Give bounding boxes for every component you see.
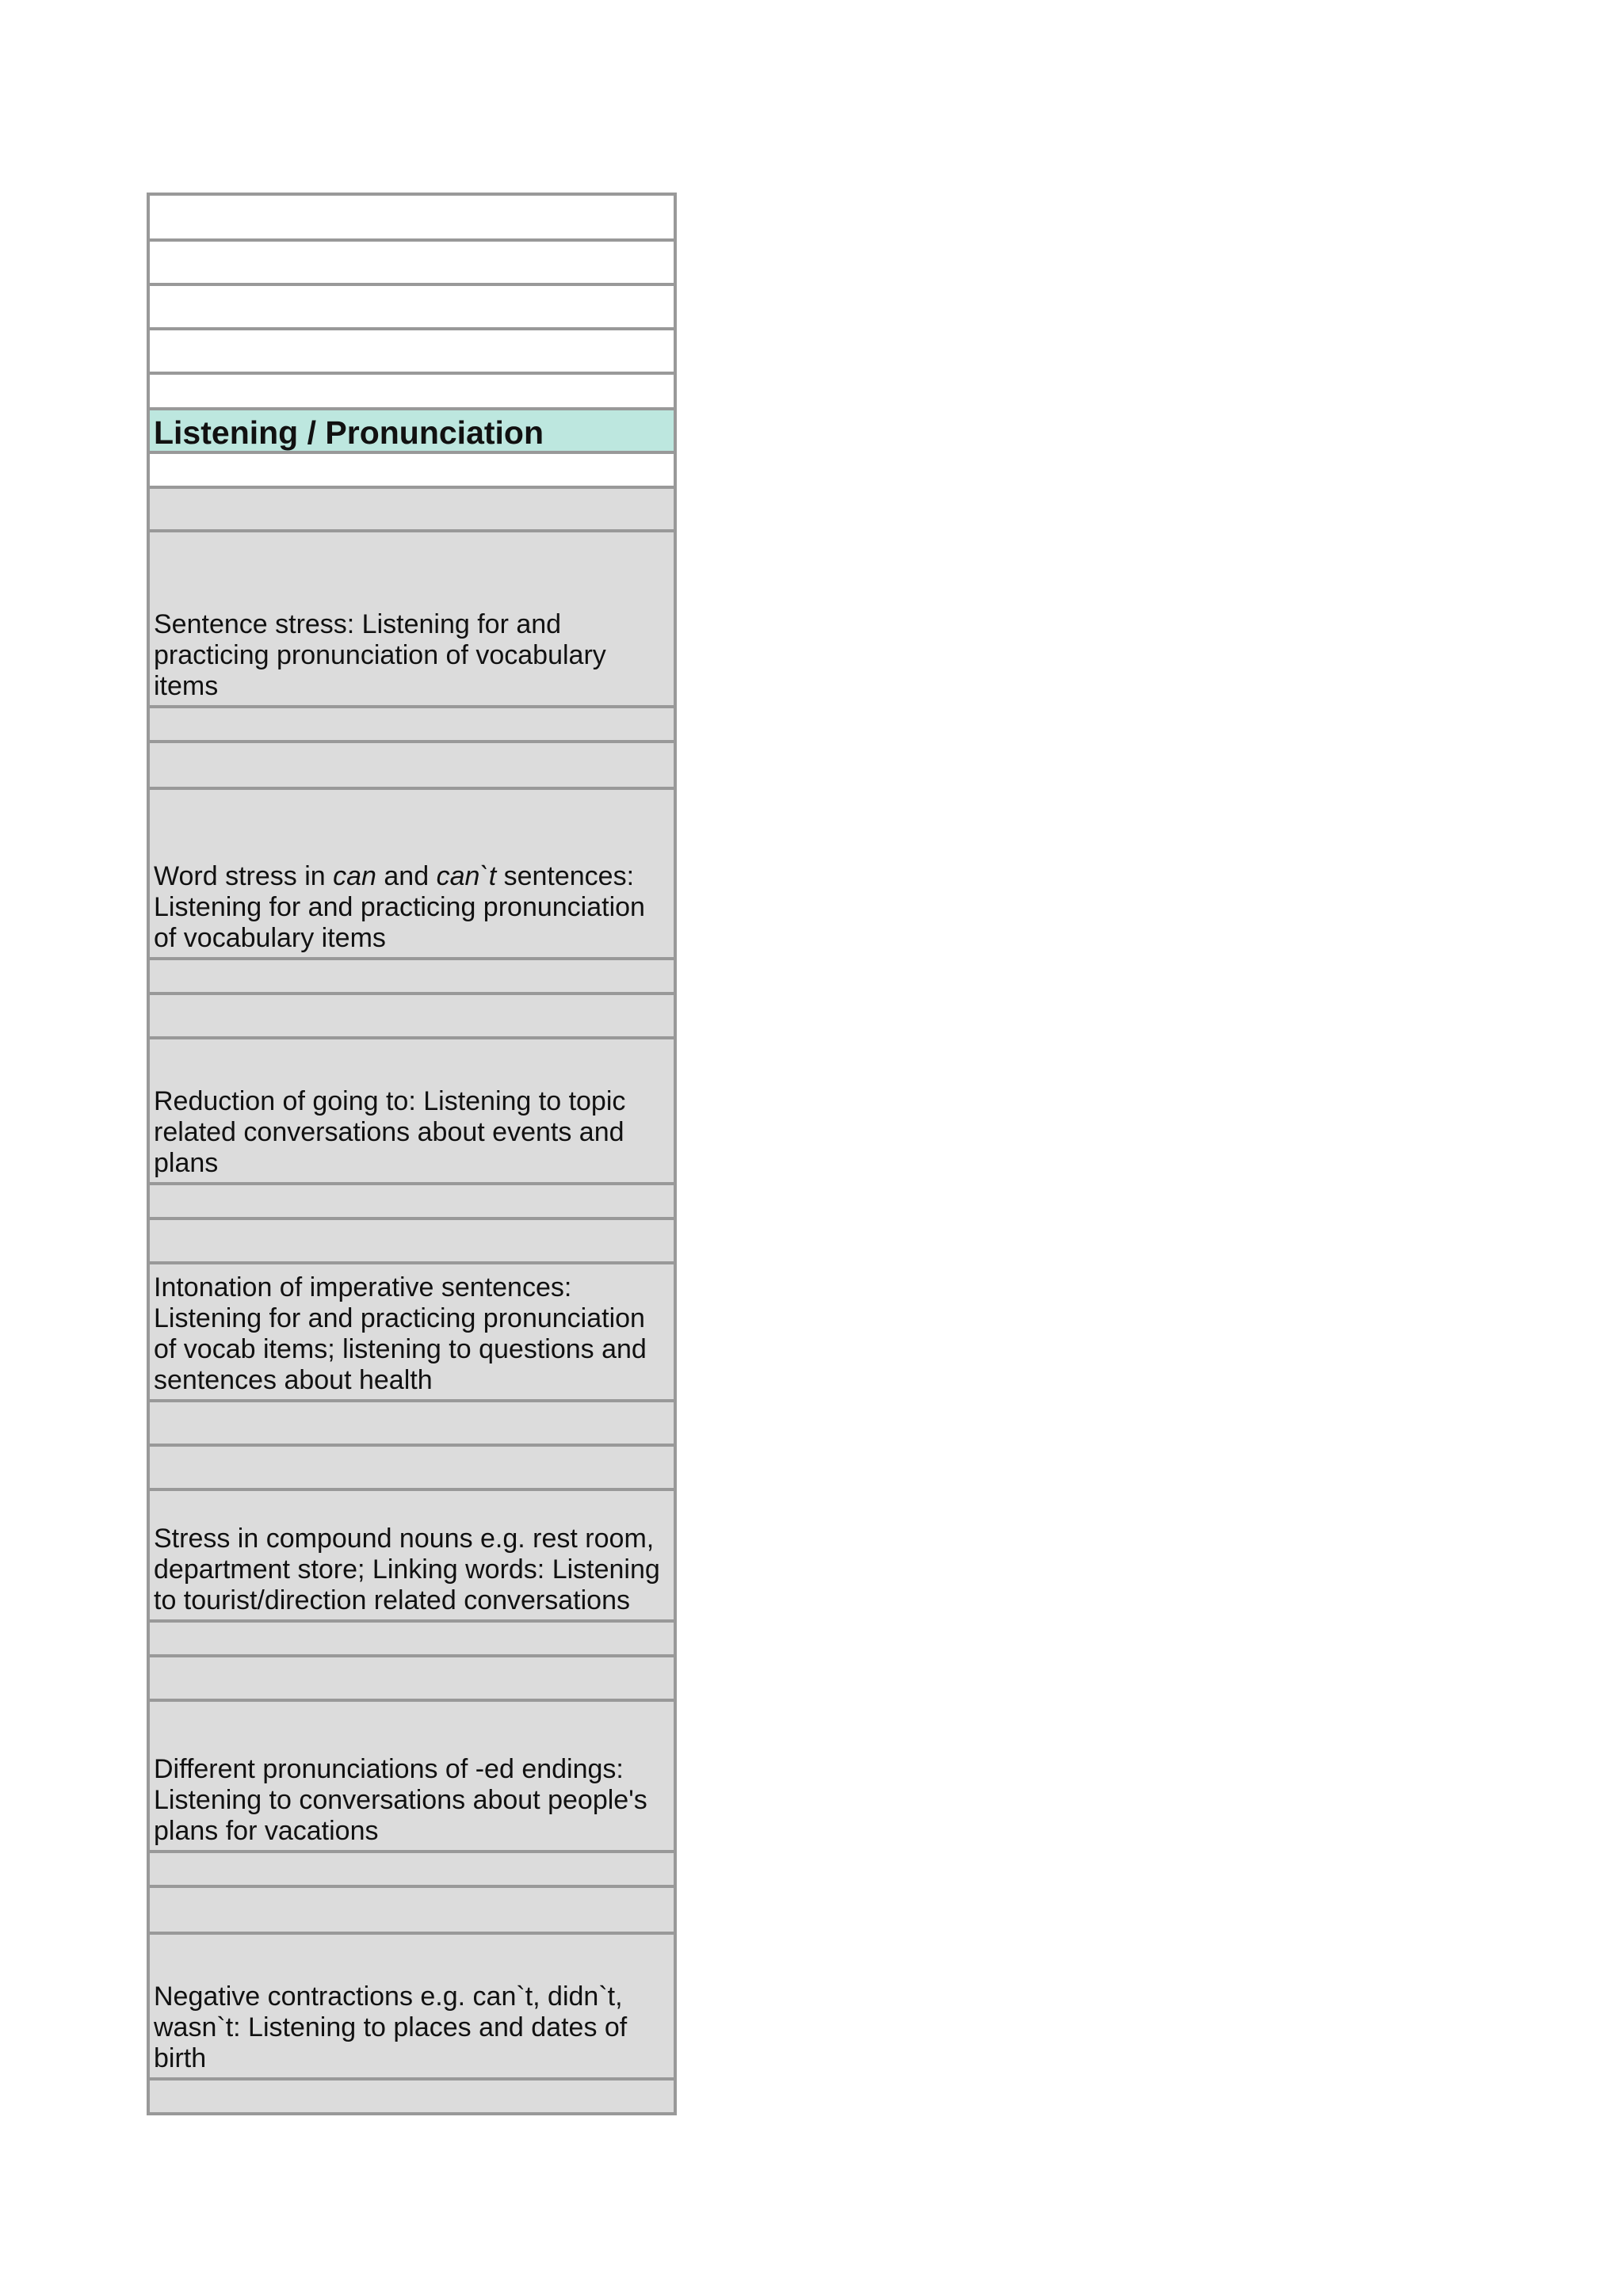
topic-cell[interactable] (150, 1488, 674, 1619)
emphasis-cant: can`t (436, 861, 497, 891)
empty-cell[interactable] (150, 992, 674, 1036)
empty-cell[interactable] (150, 957, 674, 992)
topic-text: Sentence stress: Listening for and practicing pronunciation of vocabulary items (154, 609, 606, 701)
emphasis-can: can (333, 861, 376, 891)
section-title: Listening / Pronunciation (154, 414, 544, 451)
empty-cell[interactable] (150, 283, 674, 327)
empty-cell[interactable] (150, 372, 674, 407)
topic-text: Stress in compound nouns e.g. rest room, department store; Linking words: Listening to tourist/direction related conversations (154, 1524, 660, 1615)
empty-cell[interactable] (150, 1217, 674, 1261)
empty-cell[interactable] (150, 486, 674, 529)
section-header-cell[interactable] (150, 407, 674, 451)
empty-cell[interactable] (150, 1444, 674, 1488)
topic-text: Intonation of imperative sentences: Listening for and practicing pronunciation of vocab items; listening to questions and sentences about health (154, 1272, 647, 1395)
topic-cell[interactable] (150, 1932, 674, 2077)
empty-cell[interactable] (150, 1654, 674, 1699)
empty-cell[interactable] (150, 238, 674, 283)
topic-text: Negative contractions e.g. can`t, didn`t, wasn`t: Listening to places and dates of birth (154, 1981, 628, 2073)
topic-cell[interactable] (150, 529, 674, 705)
topic-cell[interactable] (150, 1261, 674, 1399)
topic-cell[interactable] (150, 787, 674, 957)
empty-cell[interactable] (150, 1850, 674, 1885)
empty-cell[interactable] (150, 705, 674, 740)
empty-cell[interactable] (150, 193, 674, 238)
empty-cell[interactable] (150, 1619, 674, 1654)
topic-cell[interactable] (150, 1036, 674, 1182)
topic-text: Word stress in can and can`t sentences: Listening for and practicing pronunciation of vocabulary items (154, 861, 645, 953)
topic-text: Different pronunciations of -ed endings: Listening to conversations about people's plans for vacations (154, 1754, 647, 1846)
empty-cell[interactable] (150, 451, 674, 486)
empty-cell[interactable] (150, 1885, 674, 1932)
empty-cell[interactable] (150, 327, 674, 372)
topic-text: Reduction of going to: Listening to topic related conversations about events and plans (154, 1086, 626, 1178)
spreadsheet-column (147, 193, 677, 2115)
empty-cell[interactable] (150, 2077, 674, 2115)
empty-cell[interactable] (150, 1399, 674, 1444)
empty-cell[interactable] (150, 1182, 674, 1217)
topic-cell[interactable] (150, 1699, 674, 1850)
empty-cell[interactable] (150, 740, 674, 787)
